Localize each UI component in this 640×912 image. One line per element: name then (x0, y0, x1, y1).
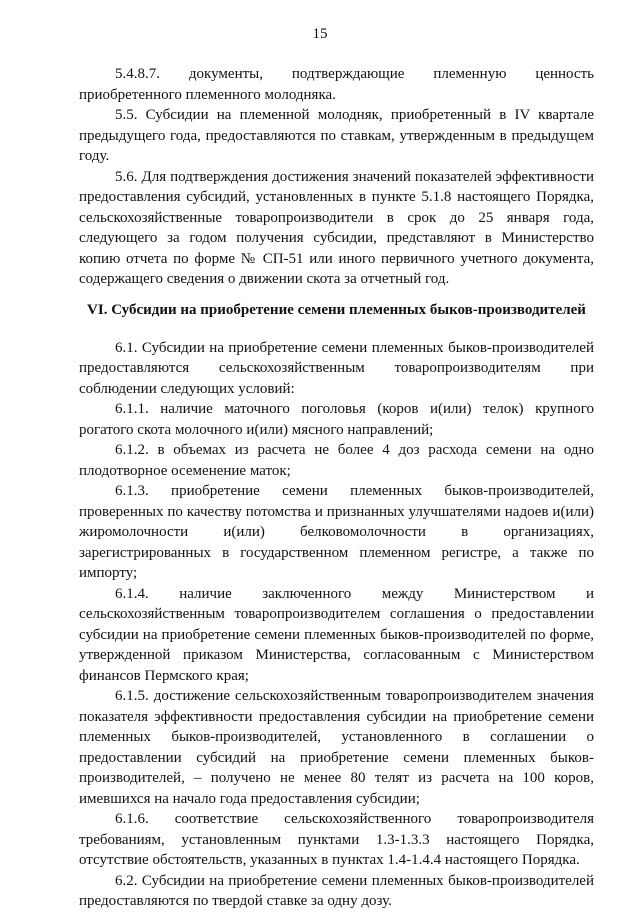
paragraph-6-1-1: 6.1.1. наличие маточного поголовья (коров и(или) телок) крупного рогатого скота молочного и(или) мясного направлений; (79, 401, 594, 438)
paragraph-6-1: 6.1. Субсидии на приобретение семени племенных быков-производителей предоставляются сельскохозяйственным товаропроизводителям при соблюдении следующих условий: (79, 339, 594, 397)
paragraph-6-1-4: 6.1.4. наличие заключенного между Министерством и сельскохозяйственным товаропроизводителем соглашения о предоставлении субсидии на приобретение семени племенных быков-производителей по форме, утвержденной приказом Министерства, согласованным с Министерством финансов Пермского края; (79, 585, 594, 684)
paragraph-6-1-2: 6.1.2. в объемах из расчета не более 4 доз расхода семени на одно плодотворное осеменение маток; (79, 442, 594, 479)
section-heading: VI. Субсидии на приобретение семени племенных быков-производителей (87, 301, 586, 318)
paragraph-6-1-6: 6.1.6. соответствие сельскохозяйственного товаропроизводителя требованиям, установленным пунктами 1.3-1.3.3 настоящего Порядка, отсутствие обстоятельств, указанных в пунктах 1.4-1.4.4 настоящего Порядка. (79, 811, 594, 868)
paragraph-5-6: 5.6. Для подтверждения достижения значений показателей эффективности предоставления субсидий, установленных в пункте 5.1.8 настоящего Порядка, сельскохозяйственные товаропроизводители в срок до 25 января года, следующего за годом получения субсидии, представляют в Министерство копию отчета по форме № СП-51 или иного первичного учетного документа, содержащего сведения о движении скота за отчетный год. (79, 168, 594, 287)
paragraph-5-4-8-7: 5.4.8.7. документы, подтверждающие племенную ценность приобретенного племенного молодняка. (79, 66, 594, 103)
document-body (79, 64, 594, 912)
paragraph-6-2: 6.2. Субсидии на приобретение семени племенных быков-производителей предоставляются по твердой ставке за одну дозу. (79, 872, 594, 909)
paragraph-5-5: 5.5. Субсидии на племенной молодняк, приобретенный в IV квартале предыдущего года, предоставляются по ставкам, утвержденным в предыдущем году. (79, 107, 594, 164)
paragraph-6-1-5: 6.1.5. достижение сельскохозяйственным товаропроизводителем значения показателя эффективности предоставления субсидии на приобретение семени племенных быков-производителей, установленного в соглашении о предоставлении субсидий на приобретение семени племенных быков-производителей, – получено не менее 80 телят из расчета на 100 коров, имевшихся на начало года предоставления субсидии; (79, 688, 594, 807)
paragraph-6-1-3: 6.1.3. приобретение семени племенных быков-производителей, проверенных по качеству потомства и признанных улучшателями надоев и(или) жиромолочности и(или) белковомолочности в организациях, зарегистрированных в государственном племенном регистре, а также по импорту; (79, 483, 594, 581)
page-number: 15 (312, 26, 328, 42)
